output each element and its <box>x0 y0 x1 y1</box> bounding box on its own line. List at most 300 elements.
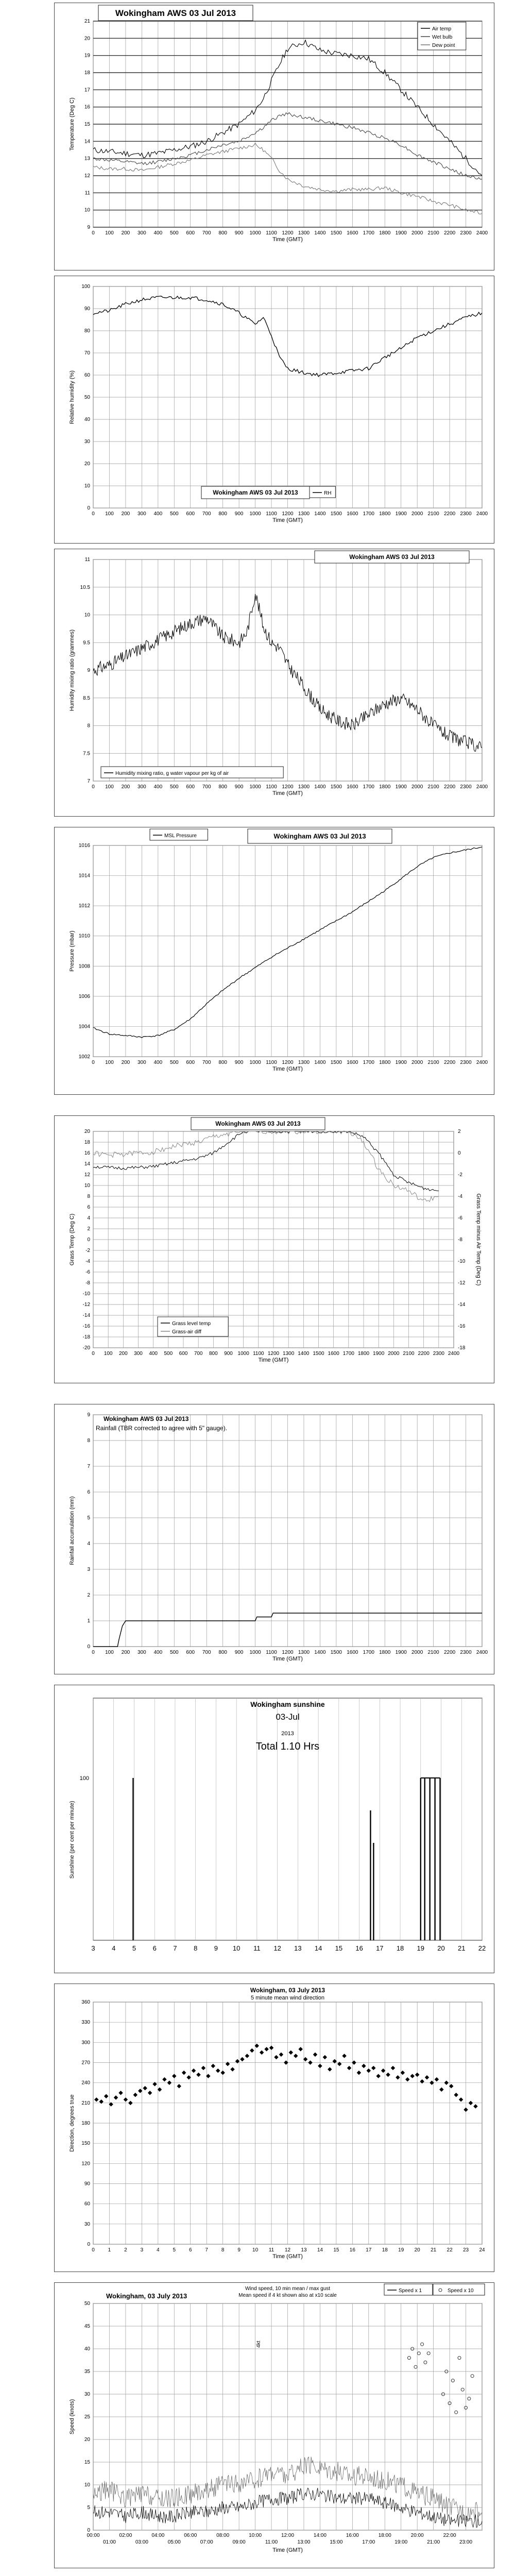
y-tick-label: 0 <box>87 1237 90 1243</box>
x-tick-label: 1100 <box>253 1351 264 1357</box>
y-tick-label: 10 <box>84 612 90 618</box>
y2-tick-label: -18 <box>458 1345 466 1351</box>
x-tick-label: 15 <box>335 1944 343 1952</box>
legend-label: Air temp <box>432 26 452 32</box>
legend <box>310 486 335 498</box>
y-tick-label: 1008 <box>78 963 90 970</box>
y-tick-label: 9 <box>87 668 90 673</box>
x-tick-label: 1300 <box>298 784 310 790</box>
x-tick-label: 900 <box>224 1351 233 1357</box>
x-tick-label: 800 <box>218 1650 228 1655</box>
sunshine-bar <box>429 1778 430 1940</box>
y-tick-label: 15 <box>84 122 90 127</box>
x-tick-label: 1200 <box>282 1060 294 1065</box>
x-tick-label: 3 <box>91 1944 95 1952</box>
y-tick-label: -20 <box>82 1345 90 1351</box>
y-tick-label: 12 <box>84 1172 90 1178</box>
y-tick-label: -14 <box>82 1313 90 1318</box>
x-tick-label: 7 <box>173 1944 177 1952</box>
x-tick-label: 21 <box>458 1944 466 1952</box>
y-tick-label: 10.5 <box>80 584 90 590</box>
x-tick-label: 600 <box>186 784 195 790</box>
y2-tick-label: 0 <box>458 1150 461 1156</box>
x-tick-label: 2000 <box>411 230 423 236</box>
x-tick-label: 9 <box>214 1944 218 1952</box>
x-tick-label: 2300 <box>433 1351 444 1357</box>
x-tick-label: 2300 <box>460 230 472 236</box>
y-tick-label: 14 <box>84 139 90 145</box>
x-axis-label: Time (GMT) <box>272 1066 303 1072</box>
y-tick-label: 6 <box>87 1205 90 1210</box>
y-tick-label: 9.5 <box>83 640 90 646</box>
y-tick-label: 3 <box>87 1567 90 1572</box>
y2-tick-label: -4 <box>458 1194 462 1199</box>
x-tick-label: 14 <box>317 2247 323 2253</box>
y-tick-label: 25 <box>84 2414 90 2420</box>
y-tick-label: 8 <box>87 1194 90 1199</box>
y-tick-label: 6 <box>87 1489 90 1495</box>
x-tick-label: 1200 <box>282 784 294 790</box>
x-tick-label: 2200 <box>443 1060 456 1065</box>
mixing-ratio-chart-panel <box>54 549 494 817</box>
x-tick-label: 100 <box>105 1060 114 1065</box>
y-tick-label: -4 <box>85 1259 90 1264</box>
x-tick-label: 2100 <box>427 1060 439 1065</box>
x-axis-label: Time (GMT) <box>272 790 303 796</box>
x-tick-label: 19 <box>398 2247 404 2253</box>
x-tick-label-bottom: 07:00 <box>200 2539 213 2545</box>
x-tick-label: 2200 <box>443 511 456 517</box>
x-tick-label: 5 <box>173 2247 176 2253</box>
x-tick-label: 1300 <box>283 1351 295 1357</box>
y2-tick-label: -14 <box>458 1302 466 1308</box>
y-tick-label: 30 <box>84 2221 90 2227</box>
y-tick-label: 120 <box>81 2161 90 2167</box>
y-tick-label: 0 <box>87 2528 90 2533</box>
x-tick-label: 1600 <box>347 1650 358 1655</box>
y-tick-label: 50 <box>84 395 90 400</box>
x-tick-label: 17 <box>376 1944 384 1952</box>
y-tick-label: 330 <box>81 2020 90 2026</box>
y-tick-label: 11 <box>84 557 90 563</box>
x-tick-label-bottom: 11:00 <box>265 2539 278 2545</box>
x-tick-label-top: 00:00 <box>87 2533 100 2538</box>
x-tick-label: 22 <box>478 1944 486 1952</box>
y-tick-label: -12 <box>82 1302 90 1308</box>
x-tick-label: 300 <box>138 784 146 790</box>
x-tick-label: 1300 <box>298 1650 310 1655</box>
x-tick-label: 600 <box>186 1650 195 1655</box>
x-tick-label: 1500 <box>330 1060 342 1065</box>
y-tick-label: 2 <box>87 1226 90 1232</box>
y-tick-label: 2 <box>87 1592 90 1598</box>
x-tick-label: 800 <box>209 1351 218 1357</box>
x-tick-label: 1900 <box>395 230 407 236</box>
sunshine-bar <box>373 1843 374 1940</box>
x-axis-label: Time (GMT) <box>272 2253 303 2260</box>
x-tick-label-bottom: 01:00 <box>102 2539 116 2545</box>
x-tick-label: 300 <box>138 1650 146 1655</box>
x-tick-label-top: 06:00 <box>184 2533 197 2538</box>
x-tick-label: 2300 <box>460 1650 472 1655</box>
legend-label: MSL Pressure <box>164 833 197 839</box>
x-tick-label: 800 <box>218 1060 228 1065</box>
x-tick-label: 24 <box>479 2247 485 2253</box>
y-tick-label: 60 <box>84 372 90 378</box>
x-tick-label-bottom: 17:00 <box>362 2539 375 2545</box>
y-axis-label: Direction, degrees true <box>69 2094 75 2152</box>
y-tick-label: 4 <box>87 1541 90 1547</box>
y-tick-label: 4 <box>87 1215 90 1221</box>
y-tick-label: 50 <box>84 2301 90 2307</box>
legend-label: Speed x 10 <box>448 2288 474 2294</box>
x-tick-label: 600 <box>186 1060 195 1065</box>
x-tick-label: 1300 <box>298 511 310 517</box>
sunshine-bar <box>420 1778 421 1940</box>
x-tick-label: 900 <box>234 1060 244 1065</box>
y-tick-label: 5 <box>87 1515 90 1521</box>
sunshine-bar <box>439 1778 440 1940</box>
x-tick-label: 1000 <box>249 1650 261 1655</box>
x-tick-label: 2200 <box>443 1650 456 1655</box>
x-tick-label: 1300 <box>298 1060 310 1065</box>
x-tick-label: 1600 <box>347 230 358 236</box>
x-tick-label: 2400 <box>448 1351 460 1357</box>
x-tick-label: 500 <box>169 1650 179 1655</box>
x-tick-label: 600 <box>179 1351 188 1357</box>
x-tick-label: 500 <box>169 1060 179 1065</box>
x-tick-label: 200 <box>121 1060 130 1065</box>
x-tick-label: 900 <box>234 511 244 517</box>
sunshine-bar <box>370 1810 371 1940</box>
chart-total-label: Total 1.10 Hrs <box>255 1741 320 1752</box>
x-tick-label-top: 22:00 <box>443 2533 456 2538</box>
x-tick-label: 19 <box>417 1944 425 1952</box>
x-tick-label: 200 <box>121 230 130 236</box>
x-tick-label: 100 <box>104 1351 113 1357</box>
x-tick-label: 1800 <box>379 511 391 517</box>
y-tick-label: 1 <box>87 1618 90 1624</box>
x-tick-label: 400 <box>153 1650 163 1655</box>
x-tick-label: 2200 <box>418 1351 430 1357</box>
y-axis-label: Humidity mixing ratio (grammes) <box>69 629 75 711</box>
x-tick-label: 2400 <box>476 511 488 517</box>
x-tick-label-bottom: 21:00 <box>427 2539 440 2545</box>
x-tick-label-top: 08:00 <box>216 2533 230 2538</box>
x-tick-label: 1000 <box>237 1351 249 1357</box>
x-tick-label: 2400 <box>476 784 488 790</box>
x-tick-label: 1700 <box>363 511 374 517</box>
x-tick-label: 1900 <box>395 1060 407 1065</box>
temperature-chart-panel <box>54 3 494 270</box>
y-tick-label: -6 <box>85 1269 90 1275</box>
x-tick-label: 300 <box>134 1351 143 1357</box>
legend-label: Wet bulb <box>432 35 453 40</box>
x-axis-label: Time (GMT) <box>272 236 303 243</box>
x-tick-label: 20 <box>414 2247 420 2253</box>
y-tick-label: 1004 <box>78 1024 90 1030</box>
y-tick-label: 15 <box>84 2460 90 2465</box>
x-tick-label: 2100 <box>403 1351 415 1357</box>
y-tick-label: 1010 <box>78 933 90 939</box>
x-tick-label: 23 <box>462 2247 469 2253</box>
y-tick-label: 8 <box>87 1438 90 1444</box>
x-tick-label-top: 10:00 <box>249 2533 262 2538</box>
x-tick-label: 1800 <box>379 230 391 236</box>
x-tick-label: 2200 <box>443 784 456 790</box>
x-tick-label: 200 <box>121 511 130 517</box>
y-tick-label: 0 <box>87 1644 90 1650</box>
y-tick-label: 8 <box>87 723 90 729</box>
x-tick-label: 2100 <box>427 1650 439 1655</box>
x-tick-label: 1900 <box>395 1650 407 1655</box>
sunshine-chart <box>55 1685 494 1973</box>
y-tick-label: 7 <box>87 778 90 784</box>
y-tick-label: 210 <box>81 2100 90 2106</box>
y-tick-label: -8 <box>85 1280 90 1286</box>
x-tick-label-top: 14:00 <box>313 2533 327 2538</box>
x-tick-label-top: 20:00 <box>410 2533 424 2538</box>
x-tick-label: 2100 <box>427 784 439 790</box>
y-axis-label: Rainfall accumulation (mm) <box>69 1496 75 1565</box>
x-tick-label: 11 <box>268 2247 274 2253</box>
chart-title: Wokingham sunshine <box>250 1700 325 1708</box>
y-axis-label: Grass Temp (Deg C) <box>69 1213 75 1266</box>
x-tick-label: 800 <box>218 784 228 790</box>
x-tick-label: 20 <box>437 1944 445 1952</box>
y-tick-label: 20 <box>84 1129 90 1134</box>
x-tick-label: 2 <box>124 2247 127 2253</box>
y-tick-label: 180 <box>81 2121 90 2126</box>
y-tick-label: 270 <box>81 2060 90 2066</box>
x-tick-label: 1000 <box>249 784 261 790</box>
x-tick-label: 1200 <box>282 230 294 236</box>
x-tick-label: 13 <box>294 1944 302 1952</box>
x-axis-label: Time (GMT) <box>272 2547 303 2553</box>
x-tick-label: 1100 <box>266 511 277 517</box>
y-axis-label: Temperature (Deg C) <box>69 97 75 151</box>
sunshine-chart-panel <box>54 1685 494 1973</box>
grass-temp-chart-panel <box>54 1115 494 1383</box>
x-tick-label: 2000 <box>411 784 423 790</box>
y-tick-label: 16 <box>84 1150 90 1156</box>
x-tick-label: 1900 <box>395 784 407 790</box>
chart-subtitle-2: Mean speed if 4 kt shown also at x10 scale <box>238 2293 337 2298</box>
x-tick-label: 200 <box>118 1351 128 1357</box>
x-tick-label: 400 <box>153 1060 163 1065</box>
y-tick-label: 10 <box>84 207 90 213</box>
x-tick-label: 1600 <box>347 784 358 790</box>
x-tick-label: 700 <box>202 230 211 236</box>
legend-label: Grass-air diff <box>172 1329 202 1335</box>
chart-subtitle: 5 minute mean wind direction <box>250 1995 325 2001</box>
x-tick-label: 1400 <box>314 511 326 517</box>
chart-title: Wokingham, 03 July 2013 <box>106 2292 187 2300</box>
legend-label: Dew point <box>432 43 455 48</box>
y-tick-label: 13 <box>84 156 90 162</box>
sunshine-bar <box>132 1778 133 1940</box>
x-tick-label: 2000 <box>411 511 423 517</box>
y-tick-label: 40 <box>84 417 90 422</box>
x-tick-label: 1600 <box>328 1351 339 1357</box>
x-tick-label-top: 04:00 <box>151 2533 165 2538</box>
x-tick-label: 8 <box>194 1944 198 1952</box>
chart-title: Wokingham, 03 July 2013 <box>250 1987 325 1994</box>
y-tick-label: 1014 <box>78 873 90 879</box>
x-tick-label: 1000 <box>249 511 261 517</box>
y-tick-label: 80 <box>84 328 90 334</box>
pressure-chart <box>55 827 494 1094</box>
x-tick-label: 1600 <box>347 1060 358 1065</box>
y-tick-label: 40 <box>84 2346 90 2352</box>
x-tick-label: 0 <box>92 1351 95 1357</box>
x-tick-label: 800 <box>218 230 228 236</box>
x-tick-label: 300 <box>138 230 146 236</box>
chart-date-label: 03-Jul <box>276 1712 300 1722</box>
x-tick-label: 13 <box>301 2247 307 2253</box>
sunshine-bar <box>434 1778 435 1940</box>
x-tick-label: 1800 <box>379 784 391 790</box>
x-tick-label: 2200 <box>443 230 456 236</box>
sunshine-bar <box>424 1778 425 1940</box>
x-tick-label: 1200 <box>282 1650 294 1655</box>
y-tick-label: 18 <box>84 1140 90 1145</box>
x-tick-label-bottom: 15:00 <box>330 2539 343 2545</box>
x-tick-label: 2400 <box>476 1060 488 1065</box>
y-tick-label: 14 <box>84 1161 90 1167</box>
y-tick-label: 5 <box>87 2505 90 2511</box>
y-tick-label: 9 <box>87 225 90 230</box>
x-tick-label-top: 18:00 <box>378 2533 391 2538</box>
x-tick-label: 10 <box>232 1944 241 1952</box>
x-tick-label: 1400 <box>314 1650 326 1655</box>
x-tick-label-top: 02:00 <box>119 2533 132 2538</box>
x-tick-label: 100 <box>105 1650 114 1655</box>
wind-speed-chart <box>55 2283 494 2568</box>
x-tick-label: 600 <box>186 230 195 236</box>
x-tick-label: 2300 <box>460 511 472 517</box>
x-tick-label: 2000 <box>411 1650 423 1655</box>
x-tick-label: 1700 <box>342 1351 354 1357</box>
x-tick-label: 1000 <box>249 1060 261 1065</box>
y-tick-label: 300 <box>81 2040 90 2046</box>
x-tick-label: 700 <box>202 1650 211 1655</box>
x-tick-label: 16 <box>349 2247 355 2253</box>
x-tick-label: 18 <box>382 2247 388 2253</box>
x-tick-label: 400 <box>153 511 163 517</box>
x-tick-label: 900 <box>234 1650 244 1655</box>
x-tick-label: 5 <box>132 1944 136 1952</box>
x-tick-label: 1500 <box>330 1650 342 1655</box>
x-tick-label: 1500 <box>313 1351 324 1357</box>
x-tick-label: 1 <box>108 2247 111 2253</box>
y-tick-label: 240 <box>81 2080 90 2086</box>
x-tick-label: 2000 <box>388 1351 400 1357</box>
chart-subtitle: Rainfall (TBR corrected to agree with 5" gauge). <box>96 1425 228 1432</box>
x-tick-label: 9 <box>237 2247 241 2253</box>
y-tick-label: 1016 <box>78 843 90 849</box>
wind-direction-chart-panel <box>54 1984 494 2272</box>
x-tick-label: 1700 <box>363 784 374 790</box>
grass-temp-chart <box>55 1116 494 1383</box>
y-tick-label: 1012 <box>78 903 90 909</box>
y-tick-label: 7 <box>87 1464 90 1469</box>
x-tick-label: 0 <box>92 230 95 236</box>
y-tick-label: 90 <box>84 2181 90 2187</box>
y-tick-label: 90 <box>84 306 90 312</box>
x-tick-label: 1800 <box>379 1650 391 1655</box>
x-tick-label: 1500 <box>330 230 342 236</box>
x-tick-label: 900 <box>234 230 244 236</box>
chart-title: Wokingham AWS 03 Jul 2013 <box>273 832 366 840</box>
x-tick-label: 1500 <box>330 784 342 790</box>
x-tick-label: 1400 <box>314 1060 326 1065</box>
x-tick-label: 100 <box>105 511 114 517</box>
x-axis-label: Time (GMT) <box>258 1357 289 1363</box>
y-tick-label: 18 <box>84 70 90 76</box>
y2-tick-label: -12 <box>458 1280 466 1286</box>
pressure-chart-panel <box>54 827 494 1095</box>
y-tick-label: 10 <box>84 483 90 489</box>
y-axis-label: Relative humidity (%) <box>69 370 75 424</box>
x-tick-label: 2000 <box>411 1060 423 1065</box>
x-tick-label: 1100 <box>266 1650 277 1655</box>
y-tick-label: 20 <box>84 36 90 42</box>
y2-tick-label: -2 <box>458 1172 462 1178</box>
x-tick-label: 1100 <box>266 1060 277 1065</box>
y-tick-label: 100 <box>81 284 90 290</box>
y-tick-label: 30 <box>84 2392 90 2397</box>
x-tick-label: 6 <box>188 2247 192 2253</box>
x-tick-label: 2300 <box>460 784 472 790</box>
x-tick-label: 0 <box>92 784 95 790</box>
x-tick-label: 800 <box>218 511 228 517</box>
x-tick-label: 16 <box>355 1944 363 1952</box>
x-tick-label: 1100 <box>266 784 277 790</box>
y-tick-label: -2 <box>85 1248 90 1253</box>
rainfall-chart <box>55 1404 494 1674</box>
x-tick-label: 1700 <box>363 230 374 236</box>
y-tick-label: 10 <box>84 2482 90 2488</box>
wind-direction-chart <box>55 1984 494 2272</box>
x-tick-label: 400 <box>153 784 163 790</box>
relative-humidity-chart <box>55 276 494 543</box>
chart-title: Wokingham AWS 03 Jul 2013 <box>104 1415 189 1422</box>
x-tick-label: 200 <box>121 1650 130 1655</box>
annotation-4kt: 4kt <box>256 2341 262 2348</box>
x-axis-label: Time (GMT) <box>272 1656 303 1662</box>
x-tick-label: 4 <box>112 1944 116 1952</box>
x-tick-label: 1400 <box>298 1351 310 1357</box>
x-tick-label: 7 <box>205 2247 208 2253</box>
y2-tick-label: -16 <box>458 1324 466 1329</box>
x-tick-label: 1900 <box>395 511 407 517</box>
x-tick-label: 8 <box>221 2247 225 2253</box>
x-tick-label: 500 <box>169 230 179 236</box>
humidity-chart-panel <box>54 276 494 544</box>
x-tick-label: 100 <box>105 230 114 236</box>
x-tick-label: 11 <box>253 1944 261 1952</box>
y-tick-label: 9 <box>87 1412 90 1418</box>
x-tick-label-bottom: 05:00 <box>167 2539 181 2545</box>
y2-tick-label: 2 <box>458 1129 461 1134</box>
y-tick-label: 20 <box>84 461 90 467</box>
y2-tick-label: -8 <box>458 1237 462 1243</box>
x-tick-label-top: 16:00 <box>346 2533 359 2538</box>
y-tick-label: 70 <box>84 350 90 356</box>
y-tick-label: 35 <box>84 2369 90 2375</box>
y-tick-label: 1002 <box>78 1054 90 1060</box>
